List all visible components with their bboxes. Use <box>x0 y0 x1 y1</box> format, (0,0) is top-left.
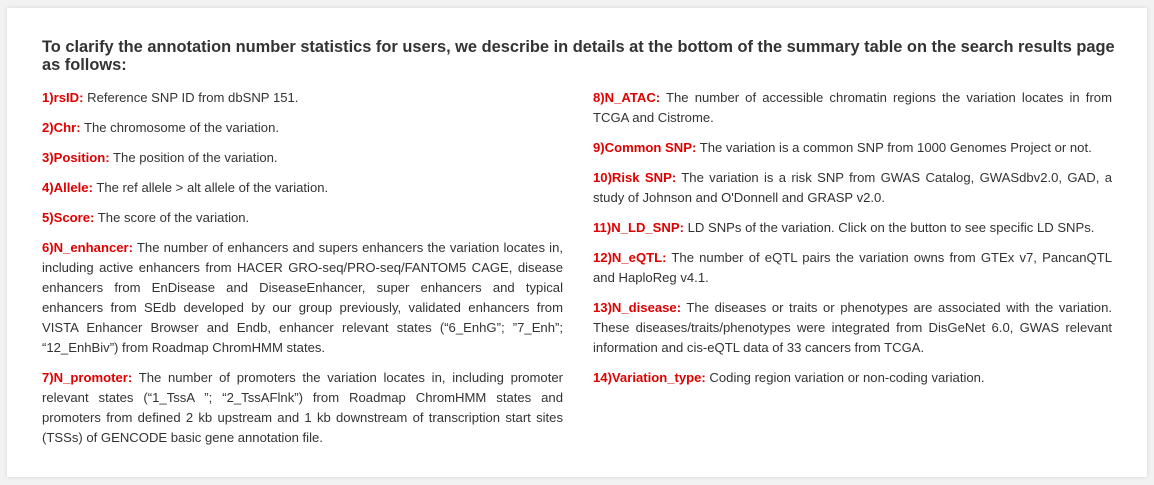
definition-item-score <box>42 208 563 228</box>
definition-item-n-enhancer <box>42 238 563 358</box>
definition-item-n-disease <box>593 298 1112 358</box>
definition-text: The diseases or traits or phenotypes are associated with the variation. These diseases/traits/phenotypes were integrated from DisGeNet 6.0, GWAS relevant information and cis-eQTL data of 33 cancers from TCGA. <box>593 300 1112 355</box>
definition-term: 8)N_ATAC: <box>593 90 661 105</box>
definition-text: The number of enhancers and supers enhancers the variation locates in, including active enhancers from HACER GRO-seq/PRO-seq/FANTOM5 CAGE, disease enhancers from EnDisease and DiseaseEnhancer, super enhancers and typical enhancers from SEdb developed by our group previously, validated enhancers from VISTA Enhancer Browser and Endb, enhancer relevant states (“6_EnhG”; ”7_Enh”; “12_EnhBiv”) from Roadmap ChromHMM states. <box>42 240 563 355</box>
definition-text: The ref allele > alt allele of the variation. <box>92 180 329 195</box>
definition-text: Coding region variation or non-coding variation. <box>705 370 985 385</box>
definition-item-position <box>42 148 563 168</box>
definition-text: The score of the variation. <box>94 210 250 225</box>
definition-item-n-eqtl <box>593 248 1112 288</box>
page-heading: To clarify the annotation number statistics for users, we describe in details at the bottom of the summary table on the search results page as follows: <box>42 38 1115 74</box>
definition-text: The number of accessible chromatin regions the variation locates in from TCGA and Cistrome. <box>593 90 1112 125</box>
definition-text: The number of eQTL pairs the variation owns from GTEx v7, PancanQTL and HaploReg v4.1. <box>593 250 1112 285</box>
left-definition-list <box>42 88 563 458</box>
definition-term: 6)N_enhancer: <box>42 240 133 255</box>
definition-term: 9)Common SNP: <box>593 140 697 155</box>
right-definition-list <box>593 88 1112 398</box>
definition-term: 14)Variation_type: <box>593 370 706 385</box>
definition-text: The variation is a risk SNP from GWAS Catalog, GWASdbv2.0, GAD, a study of Johnson and O'Donnell and GRASP v2.0. <box>593 170 1112 205</box>
definition-term: 5)Score: <box>42 210 95 225</box>
definition-text: Reference SNP ID from dbSNP 151. <box>83 90 299 105</box>
definition-term: 10)Risk SNP: <box>593 170 677 185</box>
definition-term: 1)rsID: <box>42 90 84 105</box>
annotation-description-card <box>7 8 1147 477</box>
definition-text: LD SNPs of the variation. Click on the button to see specific LD SNPs. <box>683 220 1095 235</box>
definition-term: 2)Chr: <box>42 120 81 135</box>
definition-item-chr <box>42 118 563 138</box>
definition-term: 12)N_eQTL: <box>593 250 667 265</box>
definition-term: 4)Allele: <box>42 180 93 195</box>
definition-term: 11)N_LD_SNP: <box>593 220 684 235</box>
definition-item-variation-type <box>593 368 1112 388</box>
definition-text: The number of promoters the variation locates in, including promoter relevant states (“1_TssA ”; “2_TssAFlnk”) from Roadmap ChromHMM states and promoters from defined 2 kb upstream and 1 kb downstream of transcription start sites (TSSs) of GENCODE basic gene annotation file. <box>42 370 563 445</box>
definition-item-allele <box>42 178 563 198</box>
definition-item-rsid <box>42 88 563 108</box>
definition-term: 3)Position: <box>42 150 110 165</box>
definition-text: The chromosome of the variation. <box>80 120 280 135</box>
definition-item-n-promoter <box>42 368 563 448</box>
definition-item-n-atac <box>593 88 1112 128</box>
definition-text: The position of the variation. <box>109 150 278 165</box>
definition-item-risk-snp <box>593 168 1112 208</box>
definition-term: 13)N_disease: <box>593 300 682 315</box>
definition-item-common-snp <box>593 138 1112 158</box>
definition-item-n-ld-snp <box>593 218 1112 238</box>
definition-term: 7)N_promoter: <box>42 370 133 385</box>
definition-text: The variation is a common SNP from 1000 Genomes Project or not. <box>696 140 1092 155</box>
